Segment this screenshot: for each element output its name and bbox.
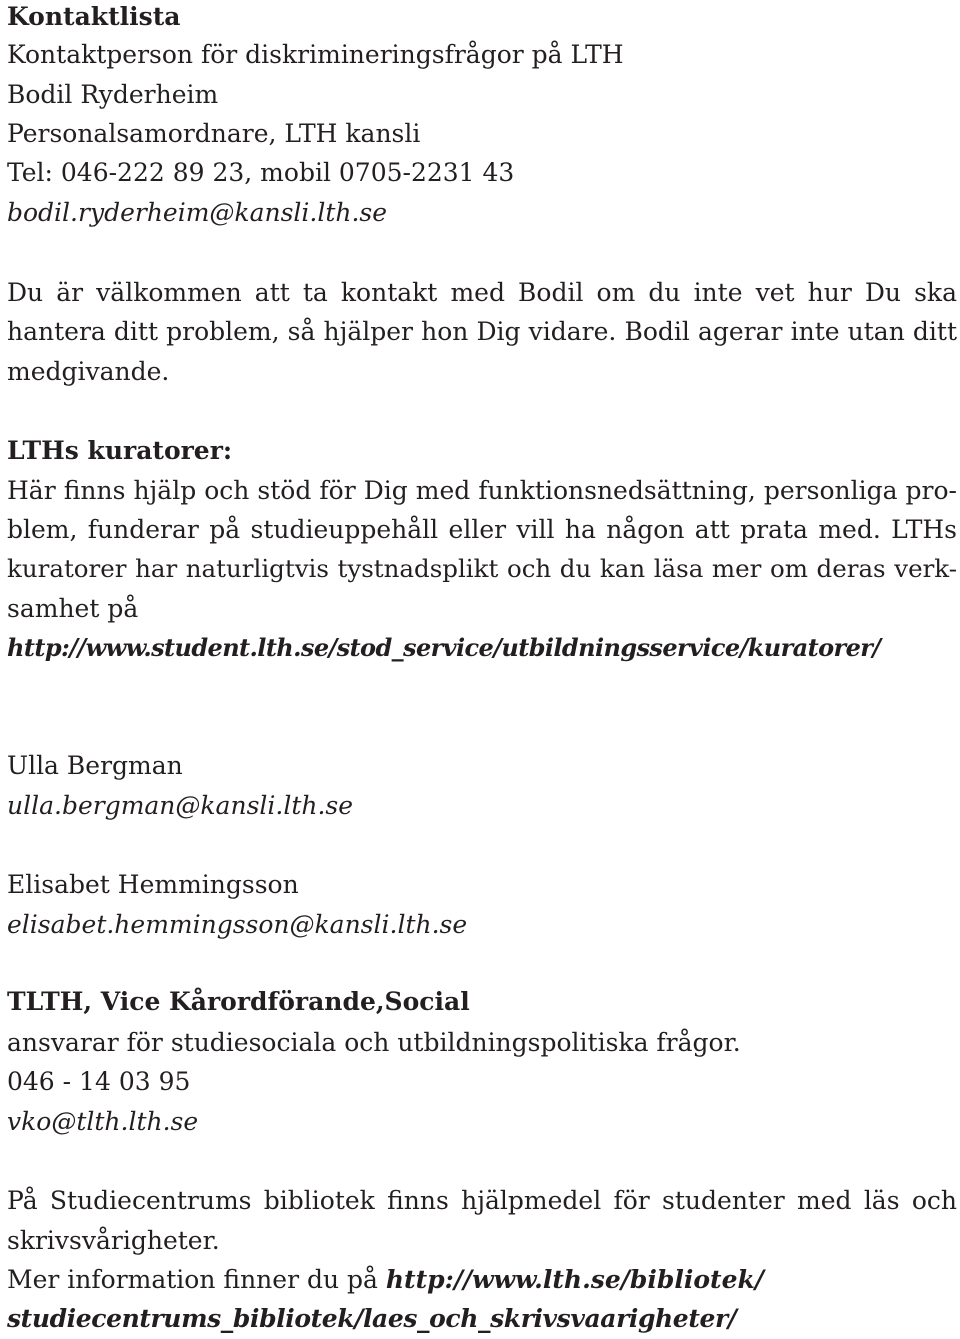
counselor-name-2: Elisabet Hemmingsson bbox=[7, 870, 299, 899]
counselors-line-1: Här finns hjälp och stöd för Dig med funktionsnedsättning, personliga pro- bbox=[7, 476, 957, 505]
counselors-url-link[interactable]: http://www.student.lth.se/stod_service/utbildningsservice/kuratorer/ bbox=[7, 633, 881, 662]
counselors-line-3: kuratorer har naturligtvis tystnadsplikt och du kan läsa mer om deras verk- bbox=[7, 554, 957, 583]
contact-position: Personalsamordnare, LTH kansli bbox=[7, 119, 421, 148]
tlth-description: ansvarar för studiesociala och utbildningspolitiska frågor. bbox=[7, 1028, 741, 1057]
intro-line-2: hantera ditt problem, så hjälper hon Dig vidare. Bodil agerar inte utan ditt bbox=[7, 317, 957, 346]
counselors-line-2: blem, funderar på studieuppehåll eller vill ha någon att prata med. LTHs bbox=[7, 515, 957, 544]
intro-line-1: Du är välkommen att ta kontakt med Bodil om du inte vet hur Du ska bbox=[7, 278, 957, 307]
library-url-link-part1[interactable]: http://www.lth.se/bibliotek/ bbox=[385, 1265, 764, 1294]
library-line-2: skrivsvårigheter. bbox=[7, 1226, 220, 1255]
library-line-1: På Studiecentrums bibliotek finns hjälpmedel för studenter med läs och bbox=[7, 1186, 957, 1215]
contact-phone: Tel: 046-222 89 23, mobil 0705-2231 43 bbox=[7, 158, 515, 187]
library-url-link-part2[interactable]: studiecentrums_bibliotek/laes_och_skrivsvaarigheter/ bbox=[7, 1304, 737, 1333]
counselor-name-1: Ulla Bergman bbox=[7, 751, 183, 780]
counselor-email-link-1[interactable]: ulla.bergman@kansli.lth.se bbox=[7, 791, 354, 820]
library-more-info-prefix: Mer information finner du på bbox=[7, 1265, 386, 1294]
counselors-line-4: samhet på bbox=[7, 594, 139, 623]
tlth-phone: 046 - 14 03 95 bbox=[7, 1067, 191, 1096]
contact-role-title: Kontaktperson för diskrimineringsfrågor på LTH bbox=[7, 40, 624, 69]
tlth-email-link[interactable]: vko@tlth.lth.se bbox=[7, 1107, 199, 1136]
tlth-heading: TLTH, Vice Kårordförande,Social bbox=[7, 987, 470, 1016]
contact-email-link[interactable]: bodil.ryderheim@kansli.lth.se bbox=[7, 198, 388, 227]
library-more-info bbox=[7, 1263, 764, 1297]
contact-list-heading: Kontaktlista bbox=[7, 2, 181, 31]
contact-name: Bodil Ryderheim bbox=[7, 80, 219, 109]
intro-line-3: medgivande. bbox=[7, 357, 170, 386]
counselor-email-link-2[interactable]: elisabet.hemmingsson@kansli.lth.se bbox=[7, 910, 468, 939]
counselors-heading: LTHs kuratorer: bbox=[7, 436, 233, 465]
